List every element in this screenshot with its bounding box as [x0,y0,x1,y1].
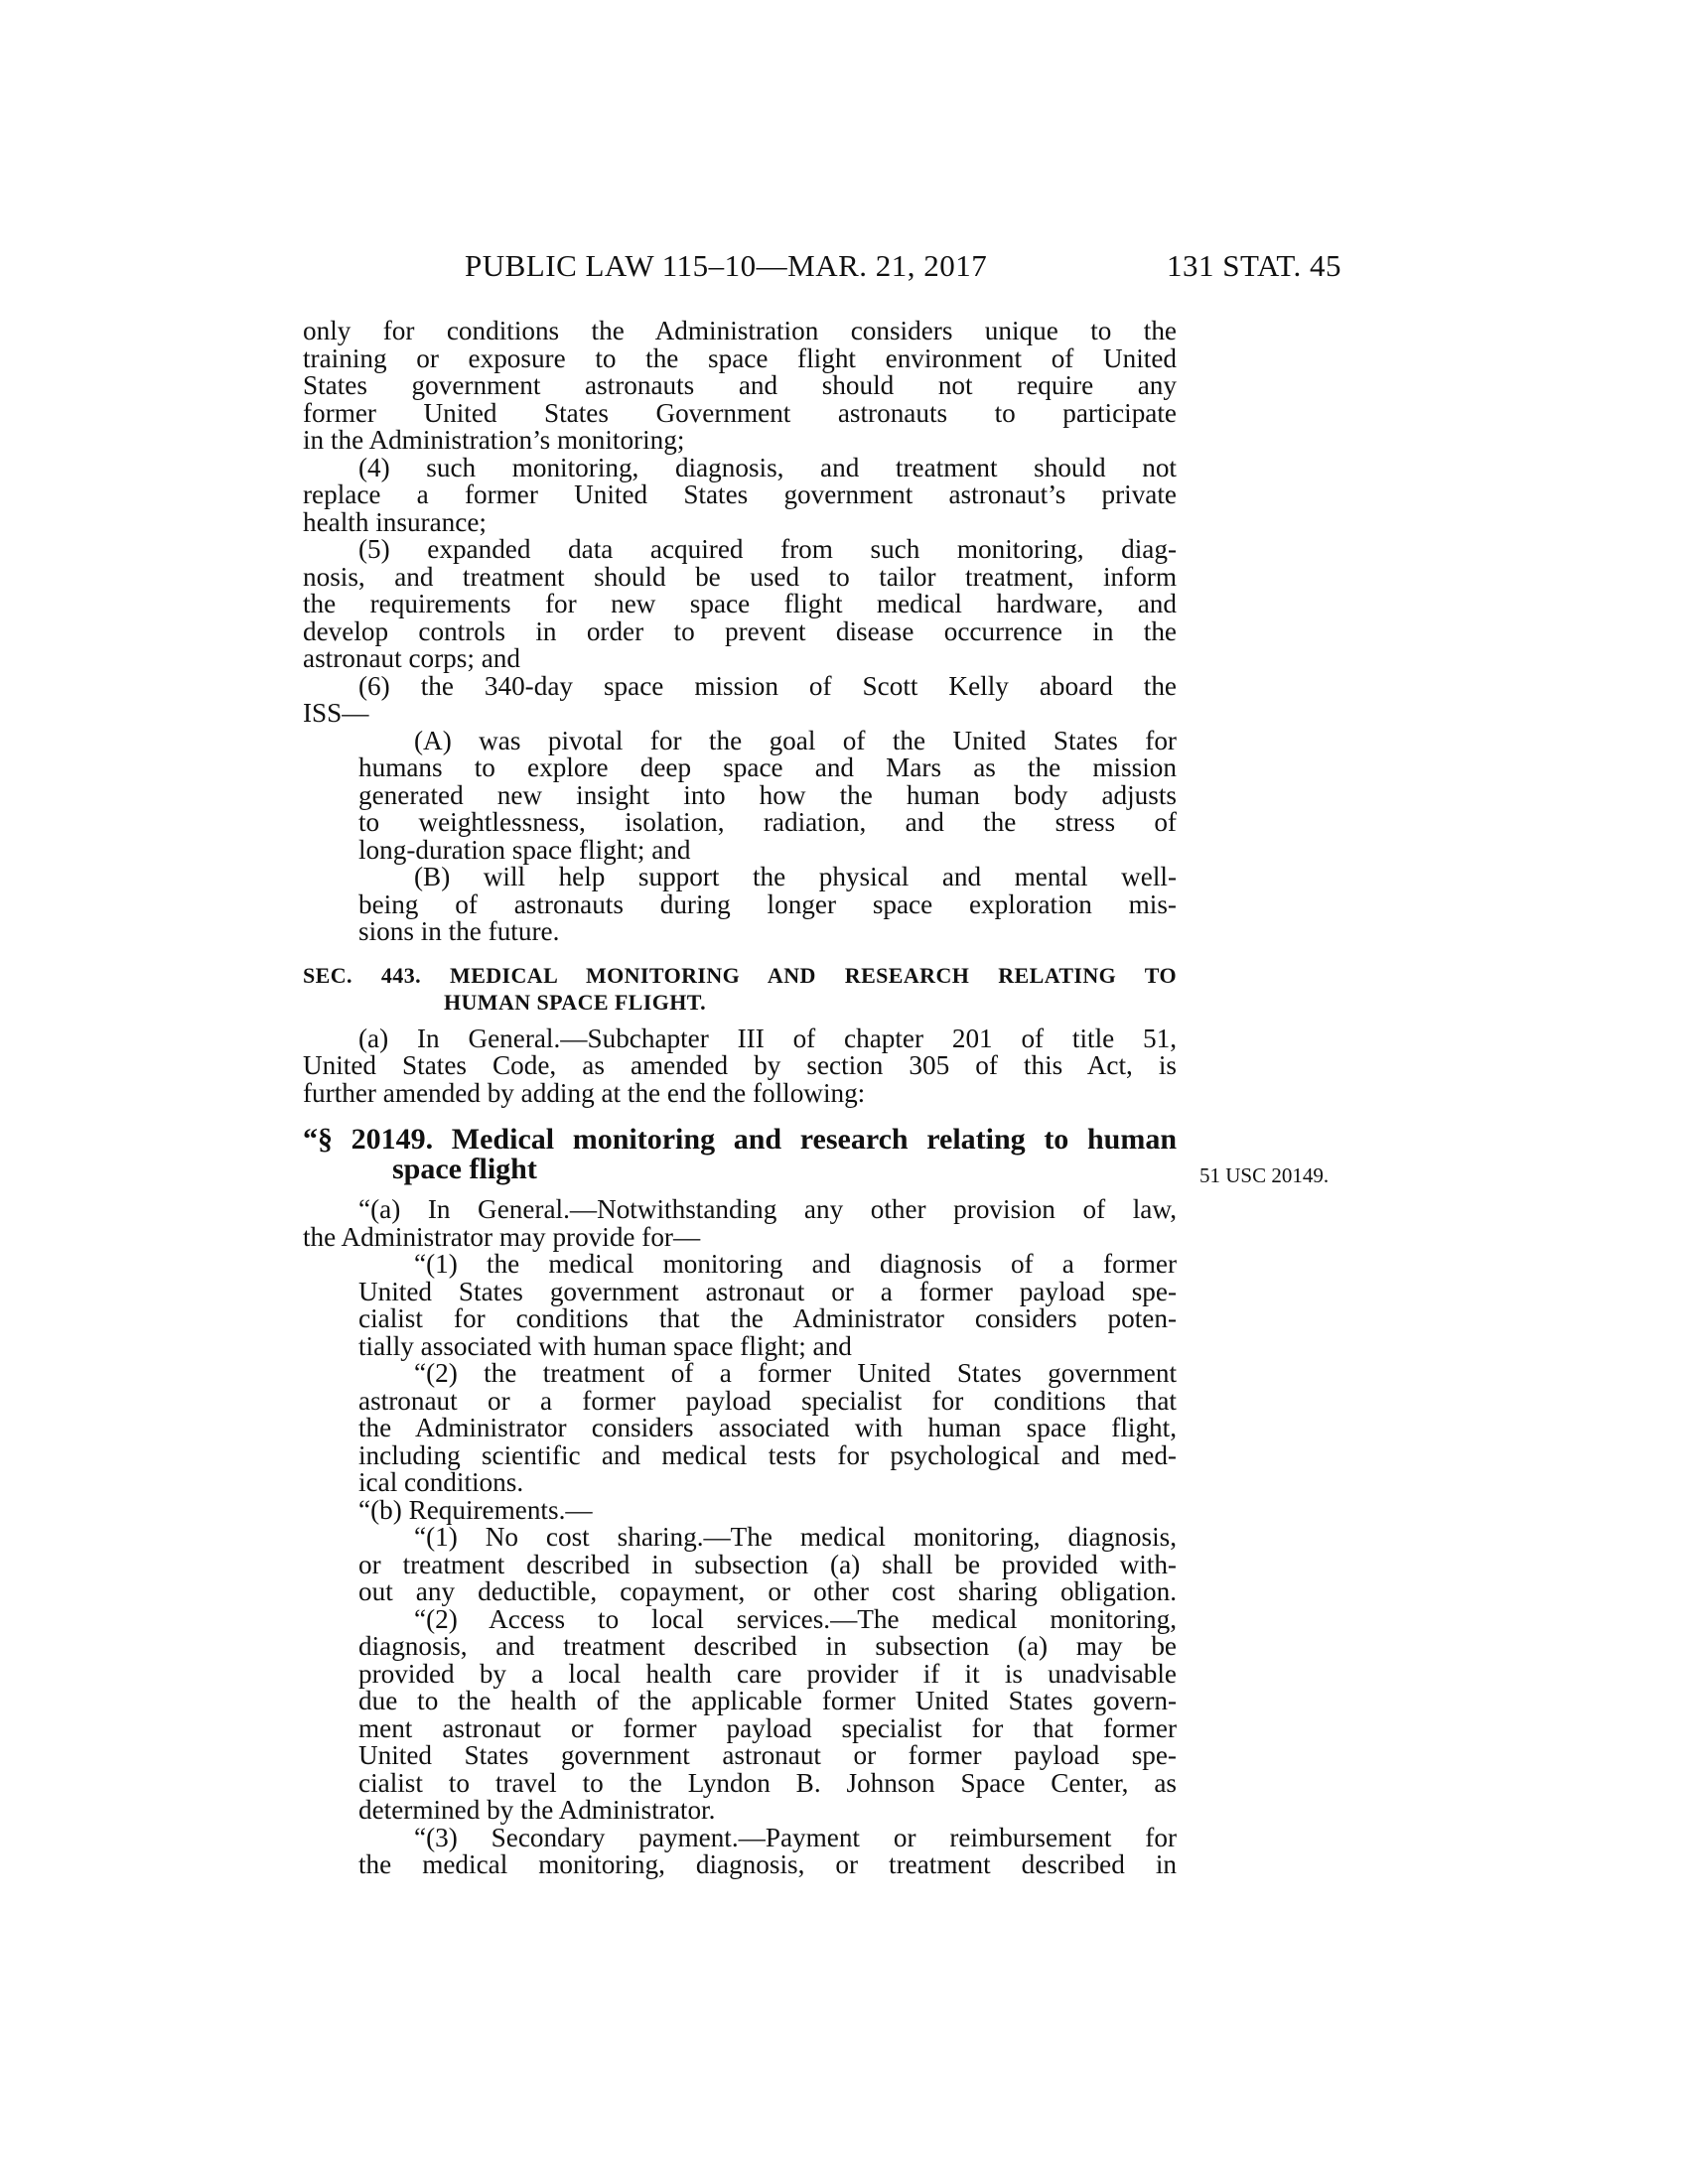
text-line: health insurance; [303,506,487,537]
document-body [303,318,1177,1879]
section-20149-text [303,1196,1177,1879]
text-line: to weightlessness, isolation, radiation, and the stress of [358,807,1177,837]
text-line: in the Administration’s monitoring; [303,425,685,455]
text-line: United States government astronaut or former payload spe- [358,1740,1177,1770]
text-line: replace a former United States government astronaut’s private [303,479,1177,509]
text-line: (6) the 340-day space mission of Scott Kelly aboard the [358,670,1177,701]
text-line: humans to explore deep space and Mars as the mission [358,752,1177,782]
section-20149-heading-line-1: “§ 20149. Medical monitoring and research relating to human [303,1123,1177,1156]
text-line: astronaut corps; and [303,643,520,673]
text-line: including scientific and medical tests for psychological and med- [358,1439,1177,1470]
text-line: ment astronaut or former payload specialist for that former [358,1712,1177,1743]
text-line: cialist to travel to the Lyndon B. Johnson Space Center, as [358,1767,1177,1798]
text-line: (A) was pivotal for the goal of the United States for [414,725,1177,755]
text-line: develop controls in order to prevent disease occurrence in the [303,615,1177,646]
section-443-heading-line-2: HUMAN SPACE FLIGHT. [444,989,707,1015]
running-header-title: PUBLIC LAW 115–10—MAR. 21, 2017 [465,248,988,283]
text-line: States government astronauts and should not require any [303,370,1177,400]
text-line: “(b) Requirements.— [358,1494,593,1525]
text-line: provided by a local health care provider if it is unadvisable [358,1658,1177,1689]
text-line: nosis, and treatment should be used to tailor treatment, inform [303,561,1177,592]
text-line: being of astronauts during longer space exploration mis- [358,888,1177,919]
text-line: “(2) the treatment of a former United States government [414,1358,1177,1388]
text-line: (a) In General.—Subchapter III of chapter 201 of title 51, [358,1023,1177,1053]
text-line: further amended by adding at the end the following: [303,1077,866,1108]
running-header-page-number: 131 STAT. 45 [1167,248,1342,283]
findings-paragraphs [303,318,1177,946]
text-line: out any deductible, copayment, or other cost sharing obligation. [358,1576,1177,1606]
text-line: “(1) the medical monitoring and diagnosis of a former [414,1249,1177,1279]
spacer [303,946,1177,962]
text-line: (5) expanded data acquired from such monitoring, diag- [358,534,1177,564]
text-line: astronaut or a former payload specialist for conditions that [358,1385,1177,1416]
text-line: or treatment described in subsection (a) shall be provided with- [358,1549,1177,1579]
text-line: generated new insight into how the human body adjusts [358,779,1177,810]
text-line: long-duration space flight; and [358,834,691,865]
section-20149-heading-line-2: space flight [392,1153,537,1185]
text-line: the requirements for new space flight medical hardware, and [303,589,1177,618]
section-443-heading-line-1: SEC. 443. MEDICAL MONITORING AND RESEARCH RELATING TO [303,962,1177,988]
text-line: “(a) In General.—Notwithstanding any other provision of law, [358,1194,1177,1224]
text-line: ical conditions. [358,1467,524,1497]
text-line: the Administrator considers associated with human space flight, [358,1413,1177,1442]
text-line: the medical monitoring, diagnosis, or treatment described in [358,1849,1177,1879]
margin-citation: 51 USC 20149. [1199,1163,1330,1187]
text-line: United States government astronaut or a former payload spe- [358,1276,1177,1306]
text-line: only for conditions the Administration considers unique to the [303,316,1177,345]
text-line: (B) will help support the physical and mental well- [414,862,1177,891]
text-line: training or exposure to the space flight environment of United [303,342,1177,373]
text-line: United States Code, as amended by section 305 of this Act, is [303,1050,1177,1080]
text-line: sions in the future. [358,916,560,946]
text-line: (4) such monitoring, diagnosis, and treatment should not [358,452,1177,482]
subsection-a-paragraph [303,1025,1177,1108]
text-line: “(2) Access to local services.—The medical monitoring, [414,1603,1177,1634]
section-20149-heading [303,1125,1177,1184]
text-line: ISS— [303,698,369,728]
text-line: the Administrator may provide for— [303,1221,701,1252]
text-line: determined by the Administrator. [358,1795,716,1825]
text-line: tially associated with human space flight; and [358,1330,852,1361]
text-line: due to the health of the applicable former United States govern- [358,1686,1177,1715]
text-line: “(1) No cost sharing.—The medical monitoring, diagnosis, [414,1522,1177,1552]
text-line: “(3) Secondary payment.—Payment or reimbursement for [414,1822,1177,1852]
text-line: cialist for conditions that the Administrator considers poten- [358,1303,1177,1333]
section-443-heading [303,962,1177,1016]
text-line: former United States Government astronauts to participate [303,397,1177,428]
text-line: diagnosis, and treatment described in subsection (a) may be [358,1631,1177,1661]
